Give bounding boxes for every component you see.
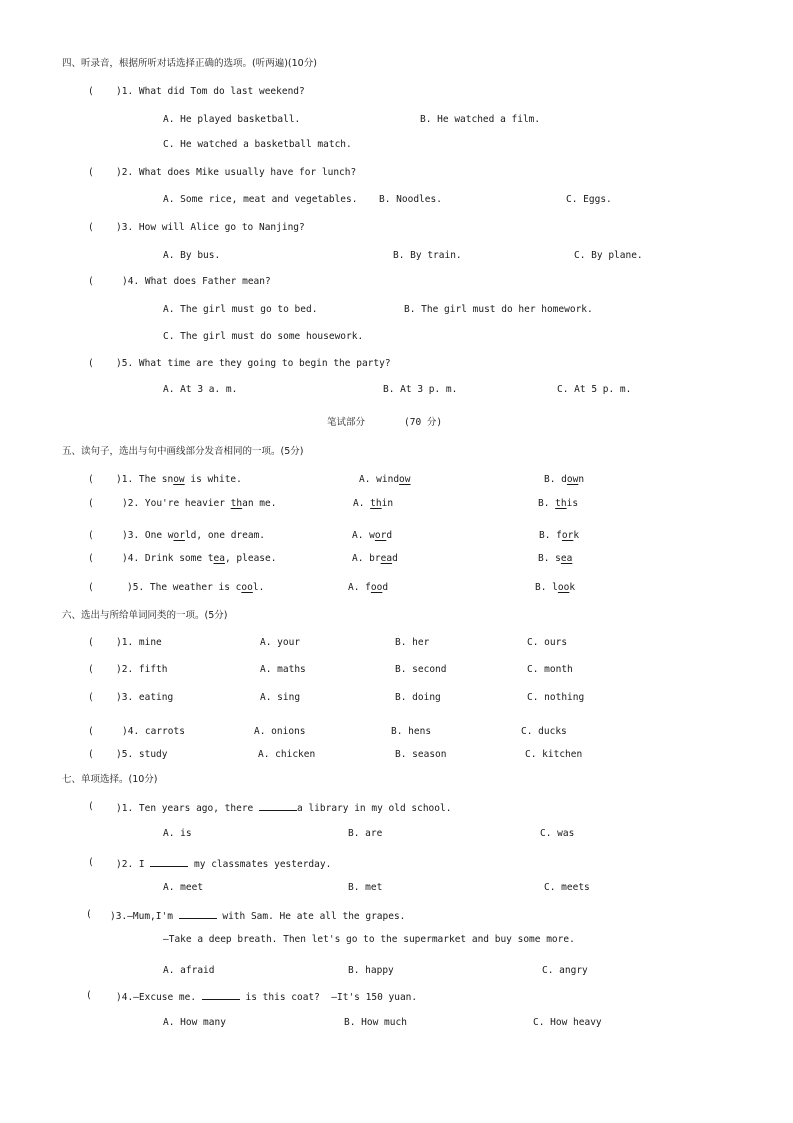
question-6-4: )4. carrots <box>122 726 185 737</box>
answer-blank[interactable]: ( <box>88 474 94 485</box>
answer-blank[interactable]: ( <box>88 167 94 178</box>
option-a: A. The girl must go to bed. <box>163 304 318 315</box>
question-5-5: )5. The weather is cool. <box>127 582 265 593</box>
question-6-5: )5. study <box>116 749 168 760</box>
option-b: B. sea <box>538 553 573 564</box>
option-a: A. How many <box>163 1017 226 1028</box>
option-a: A. your <box>260 637 301 648</box>
option-a: A. food <box>348 582 389 593</box>
option-a: A. By bus. <box>163 250 221 261</box>
option-b: B. second <box>395 664 447 675</box>
answer-blank[interactable]: ( <box>88 276 94 287</box>
answer-blank[interactable]: ( <box>88 498 94 509</box>
option-b: B. At 3 p. m. <box>383 384 458 395</box>
question-7-3: )3.—Mum,I'm with Sam. He ate all the grapes. <box>110 911 406 922</box>
option-b: B. met <box>348 882 383 893</box>
option-b: B. down <box>544 474 585 485</box>
option-b: B. doing <box>395 692 441 703</box>
option-b: B. this <box>538 498 579 509</box>
answer-blank[interactable]: ( <box>88 637 94 648</box>
option-a: A. window <box>359 474 411 485</box>
question-5-4: )4. Drink some tea, please. <box>122 553 277 564</box>
question-7-2: )2. I my classmates yesterday. <box>116 859 332 870</box>
option-a: A. maths <box>260 664 306 675</box>
option-a: A. bread <box>352 553 398 564</box>
option-c: C. By plane. <box>574 250 643 261</box>
option-c: C. meets <box>544 882 590 893</box>
option-a: A. He played basketball. <box>163 114 301 125</box>
option-c: C. The girl must do some housework. <box>163 331 364 342</box>
answer-blank[interactable]: ( <box>88 749 94 760</box>
written-part-title: 笔试部分 <box>327 417 366 428</box>
section-4-heading: 四、听录音，根据所听对话选择正确的选项。(听两遍)(10分) <box>62 58 317 69</box>
option-b: B. her <box>395 637 430 648</box>
option-b: B. How much <box>344 1017 407 1028</box>
option-a: A. meet <box>163 882 204 893</box>
option-c: C. angry <box>542 965 588 976</box>
answer-blank[interactable]: ( <box>88 582 94 593</box>
question-6-1: )1. mine <box>116 637 162 648</box>
answer-blank[interactable]: ( <box>88 358 94 369</box>
option-b: B. season <box>395 749 447 760</box>
answer-blank[interactable]: ( <box>88 726 94 737</box>
option-b: B. look <box>535 582 576 593</box>
option-c: C. How heavy <box>533 1017 602 1028</box>
option-a: A. sing <box>260 692 301 703</box>
fill-blank[interactable] <box>259 801 297 811</box>
option-b: B. He watched a film. <box>420 114 541 125</box>
option-c: C. ducks <box>521 726 567 737</box>
option-a: A. onions <box>254 726 306 737</box>
question-4-5: )5. What time are they going to begin the party? <box>116 358 391 369</box>
option-c: C. month <box>527 664 573 675</box>
option-c: C. was <box>540 828 575 839</box>
option-b: B. hens <box>391 726 432 737</box>
option-a: A. thin <box>353 498 394 509</box>
answer-blank[interactable]: ( <box>88 801 94 812</box>
section-5-heading: 五、读句子，选出与句中画线部分发音相同的一项。(5分) <box>62 446 304 457</box>
option-a: A. Some rice, meat and vegetables. <box>163 194 358 205</box>
answer-blank[interactable]: ( <box>86 909 92 920</box>
section-6-heading: 六、选出与所给单词同类的一项。(5分) <box>62 610 228 621</box>
question-7-4: )4.—Excuse me. is this coat? —It's 150 yuan. <box>116 992 418 1003</box>
question-4-2: )2. What does Mike usually have for lunch? <box>116 167 357 178</box>
option-b: B. are <box>348 828 383 839</box>
question-5-1: )1. The snow is white. <box>116 474 242 485</box>
option-b: B. By train. <box>393 250 462 261</box>
answer-blank[interactable]: ( <box>88 86 94 97</box>
option-c: C. nothing <box>527 692 585 703</box>
option-a: A. chicken <box>258 749 316 760</box>
question-7-3-reply: —Take a deep breath. Then let's go to the supermarket and buy some more. <box>163 934 575 945</box>
option-c: C. kitchen <box>525 749 583 760</box>
option-a: A. word <box>352 530 393 541</box>
option-c: C. Eggs. <box>566 194 612 205</box>
answer-blank[interactable]: ( <box>88 530 94 541</box>
answer-blank[interactable]: ( <box>86 990 92 1001</box>
option-c: C. ours <box>527 637 568 648</box>
option-a: A. At 3 a. m. <box>163 384 238 395</box>
answer-blank[interactable]: ( <box>88 553 94 564</box>
answer-blank[interactable]: ( <box>88 857 94 868</box>
answer-blank[interactable]: ( <box>88 692 94 703</box>
option-a: A. is <box>163 828 192 839</box>
option-c: C. He watched a basketball match. <box>163 139 352 150</box>
option-a: A. afraid <box>163 965 215 976</box>
written-part-score: (70 分) <box>404 417 443 428</box>
question-5-2: )2. You're heavier than me. <box>122 498 277 509</box>
answer-blank[interactable]: ( <box>88 222 94 233</box>
option-b: B. happy <box>348 965 394 976</box>
answer-blank[interactable]: ( <box>88 664 94 675</box>
section-7-heading: 七、单项选择。(10分) <box>62 774 158 785</box>
option-b: B. fork <box>539 530 580 541</box>
fill-blank[interactable] <box>179 909 217 919</box>
question-6-3: )3. eating <box>116 692 174 703</box>
option-b: B. The girl must do her homework. <box>404 304 593 315</box>
question-4-3: )3. How will Alice go to Nanjing? <box>116 222 305 233</box>
fill-blank[interactable] <box>150 857 188 867</box>
question-4-1: )1. What did Tom do last weekend? <box>116 86 305 97</box>
fill-blank[interactable] <box>202 990 240 1000</box>
question-6-2: )2. fifth <box>116 664 168 675</box>
question-5-3: )3. One world, one dream. <box>122 530 266 541</box>
question-7-1: )1. Ten years ago, there a library in my old school. <box>116 803 452 814</box>
option-c: C. At 5 p. m. <box>557 384 632 395</box>
option-b: B. Noodles. <box>379 194 442 205</box>
question-4-4: )4. What does Father mean? <box>122 276 271 287</box>
